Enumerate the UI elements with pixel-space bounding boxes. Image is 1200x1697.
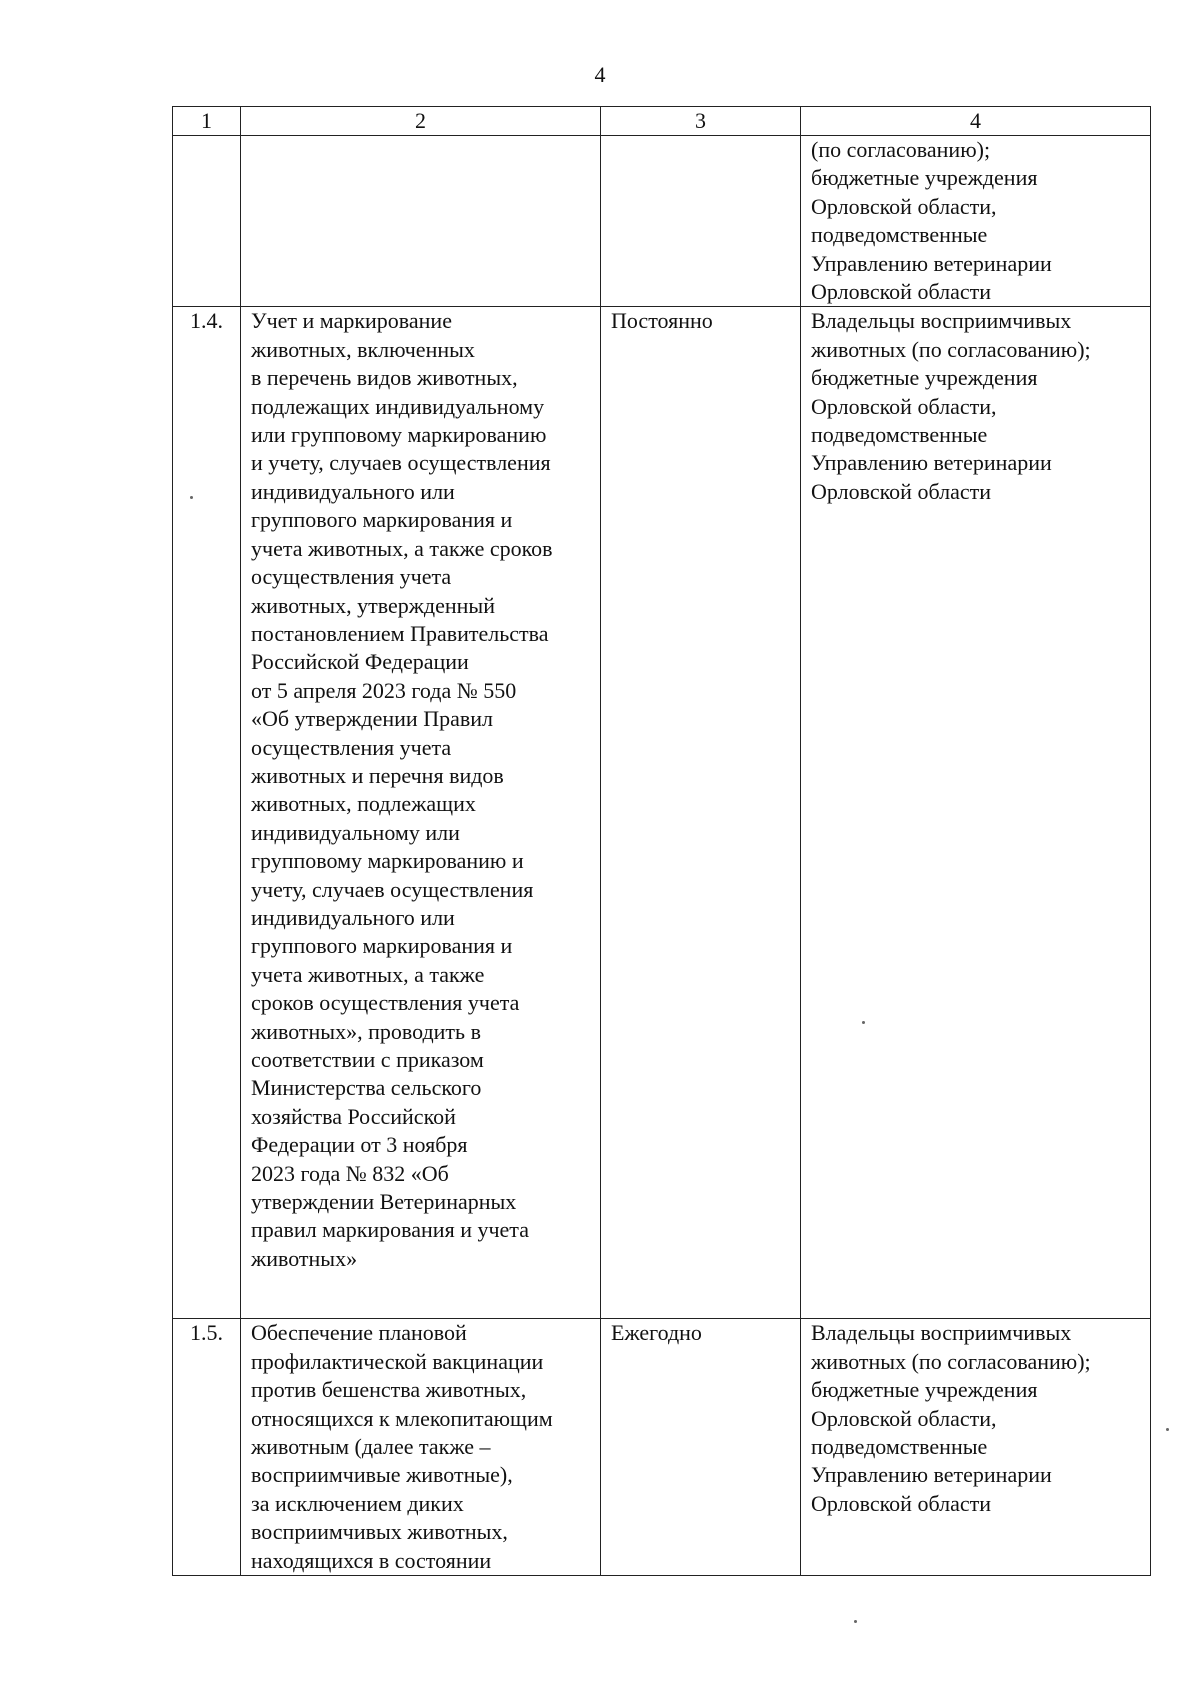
executor-line: бюджетные учреждения (811, 365, 1038, 391)
header-col-4: 4 (801, 107, 1151, 136)
executor-line: Орловской области, (811, 193, 997, 219)
description-line: находящихся в состоянии (251, 1547, 492, 1573)
description-line: относящихся к млекопитающим (251, 1405, 553, 1431)
item-number-cell (173, 1319, 241, 1576)
executors-cell (801, 307, 1151, 1319)
description-line: осуществления учета (251, 734, 452, 760)
executor-line: (по согласованию); (811, 137, 991, 162)
description-line: в перечень видов животных, (251, 365, 518, 391)
measures-table (172, 106, 1151, 1576)
description-line: учету, случаев осуществления (251, 876, 534, 902)
period-cell (601, 136, 801, 307)
header-col-2: 2 (241, 107, 601, 136)
executor-line: животных (по согласованию); (811, 336, 1091, 362)
period-cell (601, 307, 801, 1319)
description-line: соответствии с приказом (251, 1047, 484, 1072)
description-line: утверждении Ветеринарных (251, 1189, 517, 1215)
description-line: животных, включенных (251, 336, 475, 362)
executor-line: бюджетные учреждения (811, 1377, 1038, 1403)
executor-line: Управлению ветеринарии (811, 1462, 1052, 1488)
description-cell (241, 136, 601, 307)
description-line: постановлением Правительства (251, 620, 549, 646)
description-line: хозяйства Российской (251, 1103, 456, 1129)
executor-line: Управлению ветеринарии (811, 250, 1052, 276)
description-line: группового маркирования и (251, 933, 513, 959)
description-line: индивидуального или (251, 478, 455, 504)
executor-line: Орловской области (811, 478, 991, 504)
description-line: правил маркирования и учета (251, 1217, 529, 1243)
executor-line: Орловской области, (811, 393, 997, 419)
description-line: от 5 апреля 2023 года № 550 (251, 677, 517, 703)
page-number: 4 (594, 62, 606, 87)
executor-line: подведомственные (811, 422, 988, 448)
executor-line: Владельцы восприимчивых (811, 308, 1072, 334)
description-line: против бешенства животных, (251, 1377, 527, 1403)
executors-cell (801, 1319, 1151, 1576)
description-line: животным (далее также – (251, 1434, 491, 1460)
description-line: Учет и маркирование (251, 308, 452, 334)
scan-speck (1166, 1428, 1169, 1431)
item-number-cell (173, 307, 241, 1319)
description-line: индивидуального или (251, 904, 455, 930)
period-cell (601, 1319, 801, 1576)
executor-line: подведомственные (811, 222, 988, 248)
header-row (173, 107, 1151, 136)
scan-speck (190, 496, 193, 499)
executor-line: Орловской области (811, 1490, 991, 1516)
executor-line: подведомственные (811, 1434, 988, 1460)
period-text: Постоянно (611, 308, 713, 334)
item-number: 1.5. (190, 1320, 223, 1346)
item-number: 1.4. (190, 308, 223, 334)
scan-speck (862, 1021, 865, 1024)
description-line: учета животных, а также (251, 961, 485, 987)
description-line: Федерации от 3 ноября (251, 1132, 468, 1158)
description-line: за исключением диких (251, 1490, 464, 1516)
description-line: учета животных, а также сроков (251, 535, 553, 561)
description-line: Министерства сельского (251, 1075, 482, 1101)
description-line: и учету, случаев осуществления (251, 450, 551, 476)
description-line: осуществления учета (251, 564, 452, 590)
table-row (173, 1319, 1151, 1576)
header-col-3: 3 (601, 107, 801, 136)
description-line: 2023 года № 832 «Об (251, 1160, 449, 1186)
table-row (173, 307, 1151, 1319)
period-text: Ежегодно (611, 1320, 702, 1346)
executor-line: Орловской области (811, 279, 991, 305)
description-cell (241, 307, 601, 1319)
description-line: животных, подлежащих (251, 791, 476, 817)
description-line: сроков осуществления учета (251, 990, 520, 1016)
description-line: группового маркирования и (251, 507, 513, 533)
executors-cell (801, 136, 1151, 307)
description-line: индивидуальному или (251, 819, 460, 845)
description-cell (241, 1319, 601, 1576)
description-line: подлежащих индивидуальному (251, 393, 545, 419)
executor-line: Орловской области, (811, 1405, 997, 1431)
description-line: животных и перечня видов (251, 762, 504, 788)
description-line: восприимчивые животные), (251, 1462, 513, 1488)
executor-line: животных (по согласованию); (811, 1348, 1091, 1374)
item-number-cell (173, 136, 241, 307)
executor-line: Управлению ветеринарии (811, 450, 1052, 476)
executor-line: бюджетные учреждения (811, 165, 1038, 191)
description-line: групповому маркированию и (251, 848, 524, 874)
table-row (173, 136, 1151, 307)
description-line: «Об утверждении Правил (251, 706, 493, 732)
description-line: животных, утвержденный (251, 592, 495, 618)
description-line: Российской Федерации (251, 649, 469, 675)
description-line: восприимчивых животных, (251, 1519, 508, 1545)
description-line: животных» (251, 1245, 358, 1271)
description-line: или групповому маркированию (251, 422, 547, 448)
description-line: профилактической вакцинации (251, 1348, 544, 1374)
executor-line: Владельцы восприимчивых (811, 1320, 1072, 1346)
description-line: Обеспечение плановой (251, 1320, 467, 1346)
header-col-1: 1 (173, 107, 241, 136)
description-line: животных», проводить в (251, 1018, 481, 1044)
scan-speck (854, 1620, 857, 1623)
